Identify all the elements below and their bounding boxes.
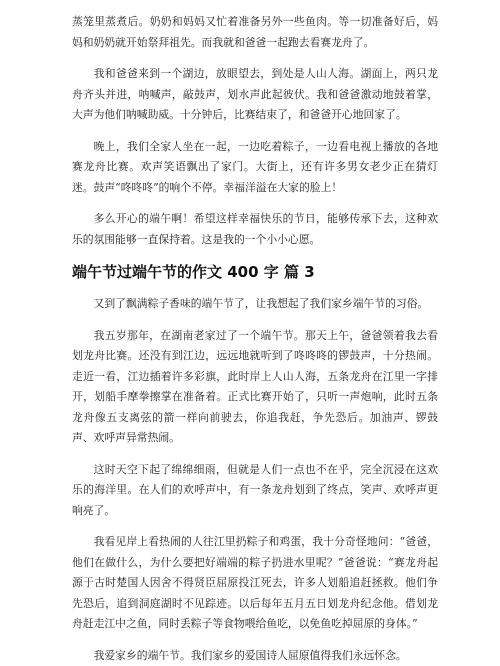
paragraph-4: 多么开心的端午啊！希望这样幸福快乐的节日，能够传承下去，这种欢乐的氛围能够一直保持着。这是我的一个小小心愿。 — [72, 209, 438, 250]
paragraph-8: 我看见岸上看热闹的人往江里扔粽子和鸡蛋，我十分奇怪地问：“爸爸，他们在做什么，为什么要把好端端的粽子扔进水里呢？”爸爸说：“赛龙舟起源于古时楚国人因舍不得贤臣屈原投江死去，许多人划船追赶拯救。他们争先恐后，追到洞庭湖时不见踪迹。以后每年五月五日划龙舟纪念他。借划龙舟赶走江中之鱼，同时丢粽子等食物喂给鱼吃，以免鱼吃掉屈原的身体。” — [72, 532, 438, 635]
section-heading: 端午节过端午节的作文 400 字 篇 3 — [72, 262, 438, 282]
paragraph-2: 我和爸爸来到一个湖边，放眼望去，到处是人山人海。湖面上，两只龙舟齐头并进，呐喊声，敲鼓声，划水声此起彼伏。我和爸爸激动地鼓着掌，大声为他们呐喊助威。十分钟后，比赛结束了，和爸爸开心地回家了。 — [72, 64, 438, 126]
paragraph-9: 我爱家乡的端午节。我们家乡的爱国诗人屈原值得我们永远怀念。 — [72, 646, 438, 666]
paragraph-3: 晚上，我们全家人坐在一起，一边吃着粽子，一边看电视上播放的各地赛龙舟比赛。欢声笑语飘出了家门。大街上，还有许多男女老少正在猜灯迷。鼓声“咚咚咚”的响个不停。幸福洋溢在大家的脸上！ — [72, 137, 438, 199]
paragraph-5: 又到了飘满粽子香味的端午节了，让我想起了我们家乡端午节的习俗。 — [72, 294, 438, 315]
paragraph-1: 蒸笼里蒸煮后。奶奶和妈妈又忙着准备另外一些鱼肉。等一切准备好后，妈妈和奶奶就开始祭拜祖先。而我就和爸爸一起跑去看赛龙舟了。 — [72, 12, 438, 53]
paragraph-7: 这时天空下起了绵绵细雨，但就是人们一点也不在乎，完全沉浸在这欢乐的海洋里。在人们的欢呼声中，有一条龙舟划到了终点，笑声、欢呼声更响亮了。 — [72, 460, 438, 522]
paragraph-6: 我五岁那年，在湖南老家过了一个端午节。那天上午，爸爸领着我去看划龙舟比赛。还没有到江边，远远地就听到了咚咚咚的锣鼓声，十分热闹。走近一看，江边插着许多彩旗，此时岸上人山人海，五条龙舟在江里一字排开，划船手摩拳擦掌在准备着。正式比赛开始了，只听一声炮响，此时五条龙舟像五支离弦的箭一样向前驶去，你追我赶，争先恐后。加油声、锣鼓声、欢呼声异常热闹。 — [72, 326, 438, 449]
